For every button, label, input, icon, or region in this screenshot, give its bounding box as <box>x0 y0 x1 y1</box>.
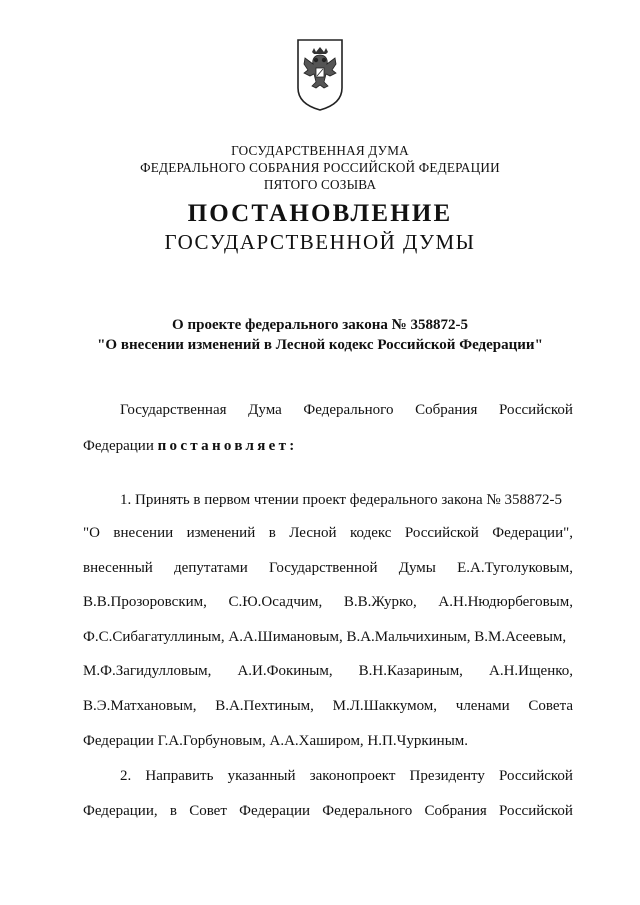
issuer-header <box>0 142 640 193</box>
text-line <box>83 592 573 612</box>
text-line <box>83 661 573 681</box>
header-line-federal-assembly: ФЕДЕРАЛЬНОГО СОБРАНИЯ РОССИЙСКОЙ ФЕДЕРАЦИИ <box>140 160 500 175</box>
document-subject <box>0 315 640 355</box>
word: Лесной <box>289 525 337 541</box>
word: Российской <box>499 803 573 819</box>
word: изменений <box>186 525 256 541</box>
word: Российской <box>404 525 479 541</box>
text-line: Ф.С.Сибагатуллиным, А.А.Шимановым, В.А.Мальчихиным, В.М.Асеевым, <box>83 629 567 645</box>
word: Российской <box>499 402 573 418</box>
text-line <box>120 766 573 786</box>
word: законопроект <box>309 768 396 784</box>
subject-line-2: "О внесении изменений в Лесной кодекс Российской Федерации" <box>97 337 543 353</box>
document-title: ПОСТАНОВЛЕНИЕ <box>187 200 453 227</box>
word: депутатами <box>174 560 248 576</box>
text-line <box>83 696 573 716</box>
coat-of-arms-emblem <box>296 38 344 112</box>
word: в <box>169 803 177 819</box>
word: В.В.Прозоровским, <box>83 594 207 610</box>
word: Направить <box>145 768 214 784</box>
text-line: Федерации Г.А.Горбуновым, А.А.Хаширом, Н.П.Чуркиным. <box>83 733 469 749</box>
word: Е.А.Туголуковым, <box>457 560 573 576</box>
word: Собрания <box>415 402 478 418</box>
word: В.Н.Казариным, <box>358 663 463 679</box>
word: членами <box>455 698 510 714</box>
word: Совета <box>528 698 573 714</box>
word: Думы <box>398 560 436 576</box>
word: А.И.Фокиным, <box>237 663 333 679</box>
word: А.Н.Ищенко, <box>488 663 573 679</box>
text-line <box>83 558 573 578</box>
word: В.В.Журко, <box>343 594 417 610</box>
word: указанный <box>227 768 296 784</box>
word: М.Ф.Загидулловым, <box>83 663 212 679</box>
word: Президенту <box>409 768 485 784</box>
word: Федерации <box>83 438 158 454</box>
word: Федерации", <box>492 525 573 541</box>
header-line-convocation: ПЯТОГО СОЗЫВА <box>263 177 377 192</box>
word: А.Н.Нюдюрбеговым, <box>438 594 573 610</box>
word: С.Ю.Осадчим, <box>228 594 323 610</box>
word: в <box>268 525 276 541</box>
subject-line-1: О проекте федерального закона № 358872-5 <box>172 317 468 333</box>
word: Государственной <box>269 560 378 576</box>
word: Федерации <box>239 803 310 819</box>
word: В.А.Пехтиным, <box>215 698 314 714</box>
word: Федерального <box>322 803 413 819</box>
word: 2. <box>120 768 132 784</box>
word: Дума <box>248 402 282 418</box>
word: Собрания <box>424 803 487 819</box>
word: Совет <box>189 803 227 819</box>
word: внесенный <box>83 560 153 576</box>
text-line <box>83 801 573 821</box>
text-line <box>83 523 573 543</box>
text-line <box>83 436 573 456</box>
text-line: 1. Принять в первом чтении проект федерального закона № 358872-5 <box>120 492 562 508</box>
resolution-keyword: постановляет: <box>157 438 298 454</box>
word: внесении <box>113 525 174 541</box>
word: Российской <box>499 768 573 784</box>
word: кодекс <box>349 525 392 541</box>
word: Федерального <box>303 402 394 418</box>
document-subtitle: ГОСУДАРСТВЕННОЙ ДУМЫ <box>164 230 476 254</box>
word: В.Э.Матхановым, <box>83 698 197 714</box>
word: М.Л.Шаккумом, <box>332 698 438 714</box>
word: "О <box>83 525 100 541</box>
word: Федерации, <box>83 803 158 819</box>
word: Государственная <box>120 402 227 418</box>
header-line-duma: ГОСУДАРСТВЕННАЯ ДУМА <box>231 143 409 158</box>
text-line <box>120 400 573 420</box>
